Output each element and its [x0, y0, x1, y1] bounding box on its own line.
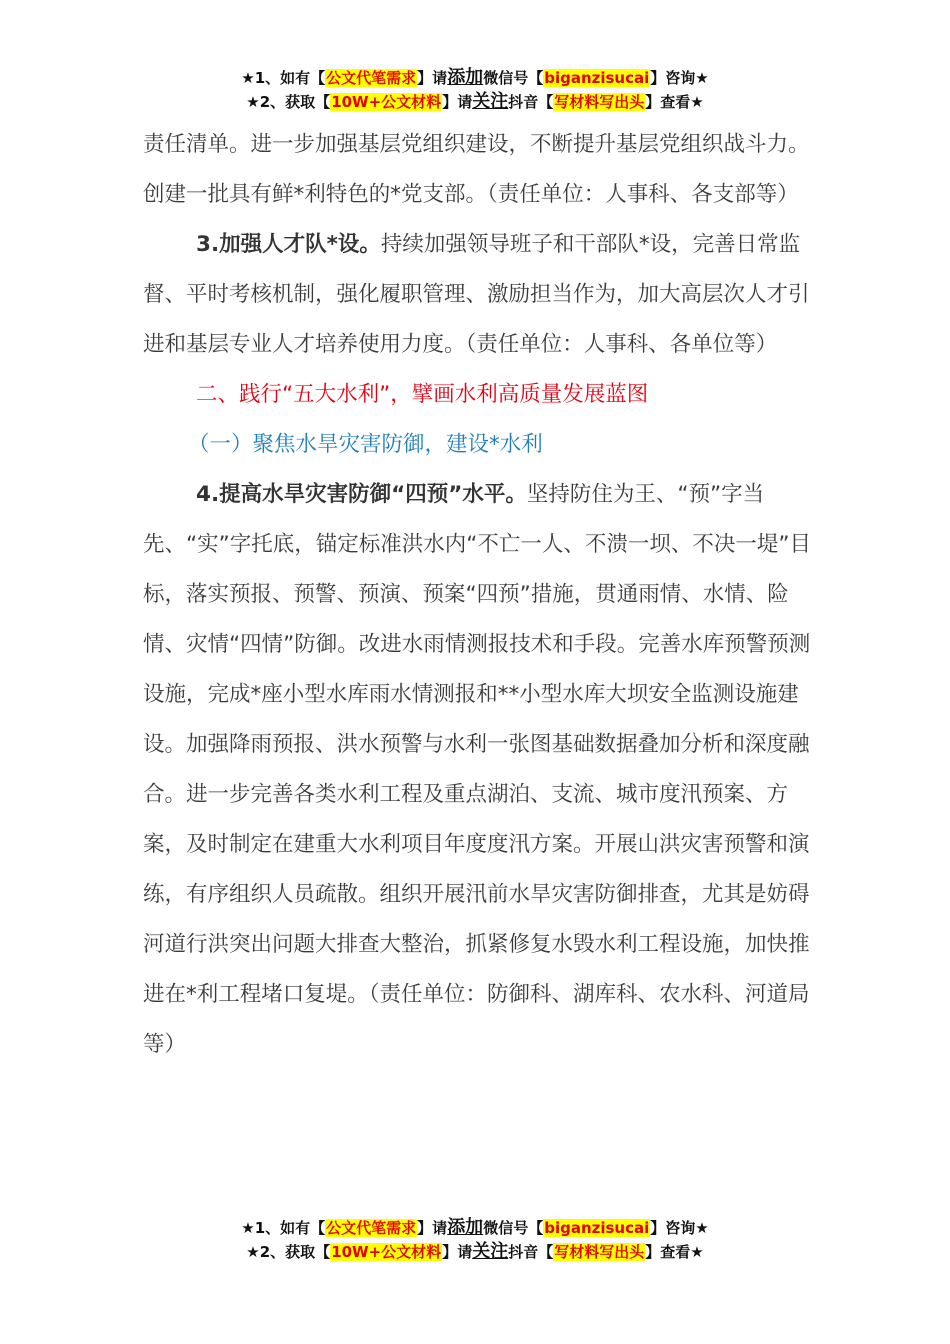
- subsection-heading: （一）聚焦水旱灾害防御，建设*水利: [188, 432, 543, 457]
- section-heading: 二、践行“五大水利”，擘画水利高质量发展蓝图: [196, 382, 649, 407]
- banner-text: 】查看★: [645, 93, 704, 111]
- paragraph-continued: 责任清单。进一步加强基层党组织建设，不断提升基层党组织战斗力。创建一批具有鲜*利特色的*党支部。（责任单位：人事科、各支部等）: [143, 132, 810, 207]
- banner-line-2: [0, 1240, 950, 1264]
- document-body: [143, 120, 823, 1070]
- banner-text: 】咨询★: [650, 1219, 709, 1237]
- highlight-text: biganzisucai: [544, 69, 650, 87]
- highlight-text: 公文代笔需求: [326, 69, 417, 87]
- highlight-text: biganzisucai: [544, 1219, 650, 1237]
- banner-text: ★1、如有【: [241, 1219, 326, 1237]
- banner-text: 抖音【: [508, 1243, 554, 1261]
- item-heading: 4.提高水旱灾害防御“四预”水平。: [196, 482, 527, 507]
- item-body: 坚持防住为王、“预”字当先、“实”字托底，锚定标准洪水内“不亡一人、不溃一坝、不决一堤”目标，落实预报、预警、预演、预案“四预”措施，贯通雨情、水情、险情、灾情“四情”防御。改进水雨情测报技术和手段。完善水库预警预测设施，完成*座小型水库雨水情测报和**小型水库大坝安全监测设施建设。加强降雨预报、洪水预警与水利一张图基础数据叠加分析和深度融合。进一步完善各类水利工程及重点湖泊、支流、城市度汛预案、方案，及时制定在建重大水利项目年度度汛方案。开展山洪灾害预警和演练，有序组织人员疏散。组织开展汛前水旱灾害防御排查，尤其是妨碍河道行洪突出问题大排查大整治，抓紧修复水毁水利工程设施，加快推进在*利工程堵口复堤。（责任单位：防御科、湖库科、农水科、河道局等）: [143, 482, 812, 1057]
- banner-text: 】请: [442, 1243, 473, 1261]
- highlight-text: 10W+公文材料: [331, 93, 442, 111]
- highlight-text: 写材料写出头: [554, 1243, 645, 1261]
- banner-text: 抖音【: [508, 93, 554, 111]
- banner-text: 】请: [417, 1219, 448, 1237]
- banner-text: ★2、获取【: [246, 93, 331, 111]
- banner-text: 】咨询★: [650, 69, 709, 87]
- banner-text: 】查看★: [645, 1243, 704, 1261]
- paragraph-item-4: [143, 470, 823, 1070]
- banner-text: 添加: [447, 67, 484, 88]
- highlight-text: 公文代笔需求: [326, 1219, 417, 1237]
- highlight-text: 10W+公文材料: [331, 1243, 442, 1261]
- banner-text: 关注: [472, 1241, 509, 1262]
- paragraph-item-3: [143, 220, 823, 370]
- banner-line-1: [0, 1216, 950, 1240]
- banner-text: 】请: [442, 93, 473, 111]
- banner-text: 添加: [447, 1217, 484, 1238]
- highlight-text: 写材料写出头: [554, 93, 645, 111]
- banner-text: ★1、如有【: [241, 69, 326, 87]
- banner-text: 微信号【: [483, 69, 544, 87]
- item-heading: 3.加强人才队*设。: [196, 232, 381, 257]
- banner-text: 】请: [417, 69, 448, 87]
- item-body: 持续加强领导班子和干部队*设，完善日常监督、平时考核机制，强化履职管理、激励担当作为，加大高层次人才引进和基层专业人才培养使用力度。（责任单位：人事科、各单位等）: [143, 232, 810, 357]
- banner-text: 微信号【: [483, 1219, 544, 1237]
- promo-banner-bottom: [0, 1216, 950, 1264]
- banner-text: ★2、获取【: [246, 1243, 331, 1261]
- banner-line-1: [0, 66, 950, 90]
- promo-banner-top: [0, 66, 950, 114]
- banner-line-2: [0, 90, 950, 114]
- banner-text: 关注: [472, 91, 509, 112]
